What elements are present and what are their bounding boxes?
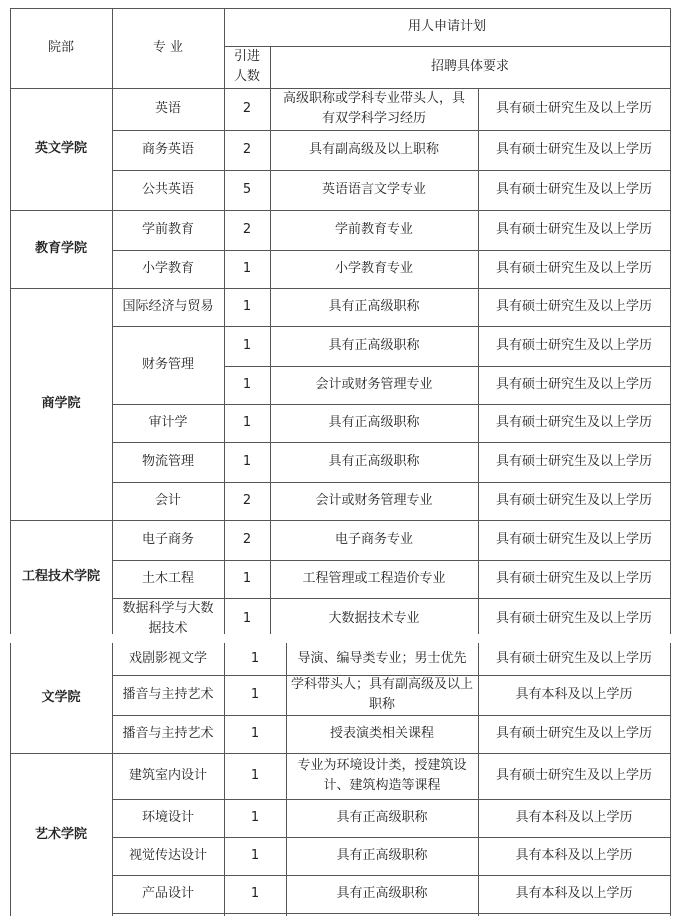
grid-line — [112, 8, 113, 634]
dept-cell: 文学院 — [41, 690, 81, 705]
major-cell: 戏剧影视文学 — [128, 651, 207, 666]
grid-line — [10, 288, 671, 289]
requirement-cell: 具有正高级职称 — [328, 415, 420, 430]
grid-line — [112, 913, 671, 914]
grid-line — [112, 715, 671, 716]
count-cell: 1 — [250, 651, 260, 666]
grid-line — [112, 837, 671, 838]
count-cell: 1 — [250, 810, 260, 825]
grid-line — [670, 8, 671, 634]
grid-line — [478, 88, 479, 634]
education-cell: 具有硕士研究生及以上学历 — [495, 415, 652, 430]
count-cell: 1 — [242, 454, 252, 469]
education-cell: 具有本科及以上学历 — [515, 848, 633, 863]
grid-line — [112, 598, 671, 599]
requirement-cell: 导演、编导类专业；男士优先 — [297, 651, 467, 666]
education-cell: 具有硕士研究生及以上学历 — [495, 454, 652, 469]
grid-line — [224, 643, 225, 916]
education-cell: 具有本科及以上学历 — [515, 810, 633, 825]
grid-line — [112, 442, 671, 443]
grid-line — [224, 8, 225, 634]
education-cell: 具有硕士研究生及以上学历 — [495, 611, 652, 626]
requirement-cell: 学科带头人；具有副高级及以上职称 — [290, 677, 473, 712]
grid-line — [10, 753, 671, 754]
major-cell: 环境设计 — [141, 810, 194, 825]
requirement-cell: 电子商务专业 — [334, 532, 413, 547]
count-cell: 1 — [250, 848, 260, 863]
count-cell: 2 — [242, 532, 252, 547]
requirement-cell: 具有正高级职称 — [336, 848, 428, 863]
count-cell: 1 — [242, 377, 252, 392]
grid-line — [10, 8, 11, 634]
grid-line — [224, 366, 671, 367]
grid-line — [112, 482, 671, 483]
major-cell: 财务管理 — [141, 357, 194, 372]
major-cell: 小学教育 — [141, 261, 194, 276]
education-cell: 具有硕士研究生及以上学历 — [495, 377, 652, 392]
major-cell: 视觉传达设计 — [128, 848, 207, 863]
grid-line — [478, 643, 479, 916]
education-cell: 具有硕士研究生及以上学历 — [495, 726, 652, 741]
grid-line — [112, 326, 671, 327]
education-cell: 具有硕士研究生及以上学历 — [495, 101, 652, 116]
requirement-cell: 具有正高级职称 — [336, 810, 428, 825]
requirement-cell: 英语语言文学专业 — [321, 182, 426, 197]
count-cell: 1 — [250, 687, 260, 702]
header-requirements: 招聘具体要求 — [430, 59, 509, 74]
education-cell: 具有本科及以上学历 — [515, 687, 633, 702]
header-major: 专 业 — [152, 40, 184, 55]
education-cell: 具有硕士研究生及以上学历 — [495, 768, 652, 783]
education-cell: 具有硕士研究生及以上学历 — [495, 222, 652, 237]
count-cell: 2 — [242, 493, 252, 508]
education-cell: 具有硕士研究生及以上学历 — [495, 261, 652, 276]
major-cell: 产品设计 — [141, 886, 194, 901]
major-cell: 学前教育 — [141, 222, 194, 237]
grid-line — [10, 643, 11, 916]
major-cell: 播音与主持艺术 — [122, 726, 214, 741]
education-cell: 具有硕士研究生及以上学历 — [495, 532, 652, 547]
grid-line — [112, 170, 671, 171]
count-cell: 1 — [242, 299, 252, 314]
major-cell: 物流管理 — [141, 454, 194, 469]
grid-line — [112, 130, 671, 131]
education-cell: 具有硕士研究生及以上学历 — [495, 493, 652, 508]
major-cell: 电子商务 — [141, 532, 194, 547]
major-cell: 国际经济与贸易 — [122, 299, 214, 314]
education-cell: 具有硕士研究生及以上学历 — [495, 651, 652, 666]
grid-line — [10, 210, 671, 211]
grid-line — [112, 250, 671, 251]
major-cell: 审计学 — [148, 415, 188, 430]
count-cell: 2 — [242, 142, 252, 157]
education-cell: 具有硕士研究生及以上学历 — [495, 338, 652, 353]
dept-cell: 艺术学院 — [34, 826, 87, 842]
count-cell: 1 — [242, 571, 252, 586]
requirement-cell: 会计或财务管理专业 — [315, 377, 433, 392]
major-cell: 商务英语 — [141, 142, 194, 157]
count-cell: 2 — [242, 222, 252, 237]
count-cell: 1 — [242, 611, 252, 626]
grid-line — [224, 46, 671, 47]
count-cell: 2 — [242, 101, 252, 116]
dept-cell: 英文学院 — [34, 141, 87, 156]
count-cell: 1 — [242, 338, 252, 353]
grid-line — [112, 560, 671, 561]
grid-line — [112, 799, 671, 800]
requirement-cell: 具有正高级职称 — [328, 338, 420, 353]
requirement-cell: 工程管理或工程造价专业 — [302, 571, 446, 586]
major-cell: 建筑室内设计 — [128, 768, 207, 783]
major-cell: 公共英语 — [141, 182, 194, 197]
requirement-cell: 会计或财务管理专业 — [315, 493, 433, 508]
grid-line — [270, 46, 271, 634]
requirement-cell: 小学教育专业 — [334, 261, 413, 276]
requirement-cell: 专业为环境设计类，授建筑设计、建筑构造等课程 — [297, 758, 467, 793]
count-cell: 5 — [242, 182, 252, 197]
grid-line — [10, 520, 671, 521]
grid-line — [10, 88, 671, 89]
grid-line — [112, 875, 671, 876]
count-cell: 1 — [242, 415, 252, 430]
count-cell: 1 — [250, 768, 260, 783]
requirement-cell: 授表演类相关课程 — [329, 726, 434, 741]
requirement-cell: 具有副高级及以上职称 — [308, 142, 439, 157]
major-cell: 会计 — [154, 493, 181, 508]
major-cell: 数据科学与大数据技术 — [122, 601, 214, 636]
dept-cell: 教育学院 — [34, 241, 87, 256]
dept-cell: 商学院 — [41, 396, 81, 411]
grid-line — [286, 643, 287, 916]
grid-line — [112, 404, 671, 405]
requirement-cell: 大数据技术专业 — [328, 611, 420, 626]
major-cell: 土木工程 — [141, 571, 194, 586]
requirement-cell: 学前教育专业 — [334, 222, 413, 237]
count-cell: 1 — [250, 726, 260, 741]
requirement-cell: 具有正高级职称 — [328, 454, 420, 469]
grid-line — [10, 8, 671, 9]
requirement-cell: 高级职称或学科专业带头人，具有双学科学习经历 — [282, 91, 465, 126]
header-dept: 院部 — [47, 40, 74, 55]
count-cell: 1 — [250, 886, 260, 901]
count-cell: 1 — [242, 261, 252, 276]
major-cell: 英语 — [154, 101, 181, 116]
education-cell: 具有本科及以上学历 — [515, 886, 633, 901]
dept-cell: 工程技术学院 — [21, 569, 100, 584]
education-cell: 具有硕士研究生及以上学历 — [495, 182, 652, 197]
education-cell: 具有硕士研究生及以上学历 — [495, 571, 652, 586]
header-plan: 用人申请计划 — [407, 19, 486, 34]
requirement-cell: 具有正高级职称 — [336, 886, 428, 901]
education-cell: 具有硕士研究生及以上学历 — [495, 142, 652, 157]
major-cell: 播音与主持艺术 — [122, 687, 214, 702]
grid-line — [670, 643, 671, 916]
grid-line — [112, 675, 671, 676]
header-count: 引进人数 — [233, 49, 260, 84]
requirement-cell: 具有正高级职称 — [328, 299, 420, 314]
education-cell: 具有硕士研究生及以上学历 — [495, 299, 652, 314]
grid-line — [112, 643, 113, 916]
